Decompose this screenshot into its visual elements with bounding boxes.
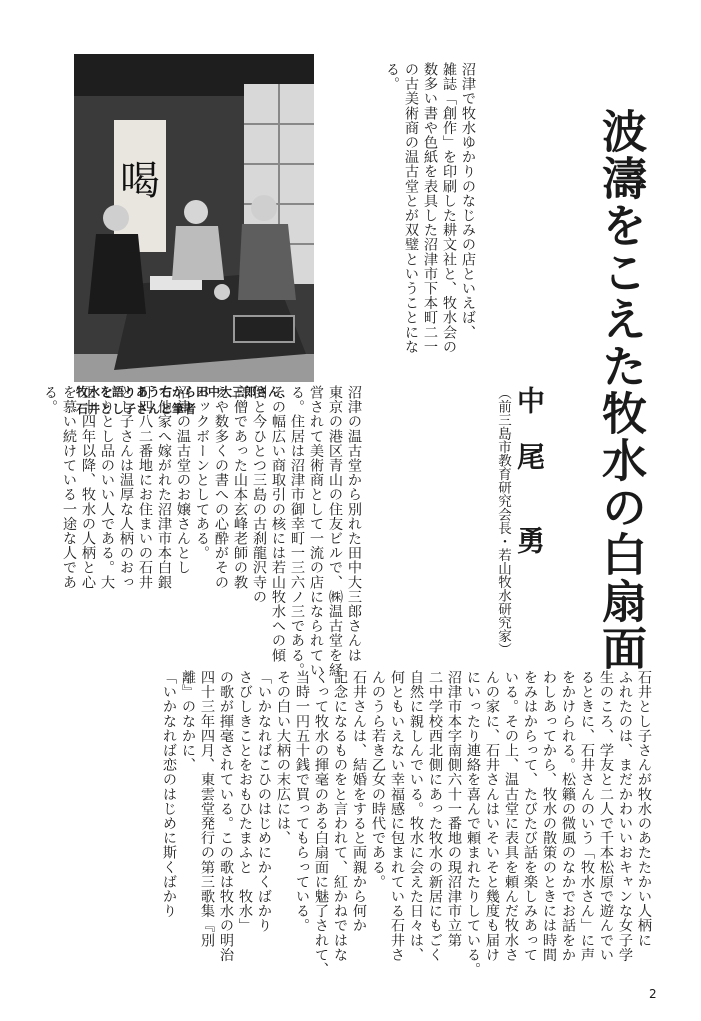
article-title: 波濤をこえた牧水の白扇面 xyxy=(594,108,647,672)
author-name: 中 尾 勇 xyxy=(513,386,546,554)
photo-scene xyxy=(74,54,314,382)
body-paragraph-top: 沼津の温古堂から別れた田中大三郎さんは 東京の港区青山の住友ビルで、㈱温古堂を経 営されて美術商として一流の店になられてい る。住居は沼津市御幸町一三六ノ三である。 その幅広い商取引の核には若山牧水への傾 倒と今ひとつ三島の古刹龍沢寺の 高僧であった山本玄峰老師の教 えや数多くの書への心酔がその バックボーンとしてある。 沼津の温古堂のお嬢さんとし て他家へ嫁がれた沼津市本白銀 町四八二番地にお住まいの石井 とし子さんは温厚な人柄のおっ とりとし品のいい人である。大 正十四年以降、牧水の人柄と心 を慕い続けている一途な人であ る。 xyxy=(42,385,362,677)
page-number: 2 xyxy=(649,987,657,1001)
caption-line-1: 牧水を語りあう右から田中大三郎さん、 xyxy=(76,385,293,399)
photo-caption xyxy=(76,384,293,418)
caption-line-2: 石井とし子さんと筆者 xyxy=(76,402,197,416)
author-affiliation: （前三島市教育研究会長・若山牧水研究家） xyxy=(495,386,511,656)
scroll-calligraphy: 喝 xyxy=(120,158,160,204)
body-paragraph-bottom: 石井とし子さんが牧水のあたたかい人柄に ふれたのは、まだかわいいおキャンな女子学 生のころ、学友と二人で千本松原で遊んでい るときに、石井さんのいう「牧水さん」に声 をかけられる。松籟の微風のなかでお話をか わしあってから、牧水の散策のときには時間 をみはからって、たびたび話を楽しみあって いる。その上、温古堂に表具を頼んだ牧水さ んの家に、石井さんはいそいそと幾度も届け にいったり連絡を喜んで頼まれたりしている。 沼津市本字南側六十一番地の現沼津市立第 二中学校西北側にあった牧水の新居にもごく 自然に親しんでいる。牧水に会えた日々は、 何ともいえない幸福感に包まれている石井さ んのうら若き乙女の時代である。 石井さんは、結婚をすると両親から何か 記念になるものをと言われて、紅かねではな くって牧水の揮毫のある白扇面に魅了されて、 当時一円五十銭で買ってもらっている。 その白い大柄の末広には、 「いかなればこひのはじめにかくばかり さびしきことをおもひたまふと 牧水」 の歌が揮毫されている。この歌は牧水の明治 四十三年四月、東雲堂発行の第三歌集『別 離』のなかに、 「いかなれば恋のはじめに斯くばかり xyxy=(161,670,652,977)
photo xyxy=(74,54,314,382)
intro-paragraph: 沼津で牧水ゆかりのなじみの店といえば、 雑誌「創作」を印刷した耕文社と、牧水会の 数多い書や色紙を表具した沼津市下本町二一 の古美術商の温古堂とが双璧ということにな る。 xyxy=(384,62,476,354)
